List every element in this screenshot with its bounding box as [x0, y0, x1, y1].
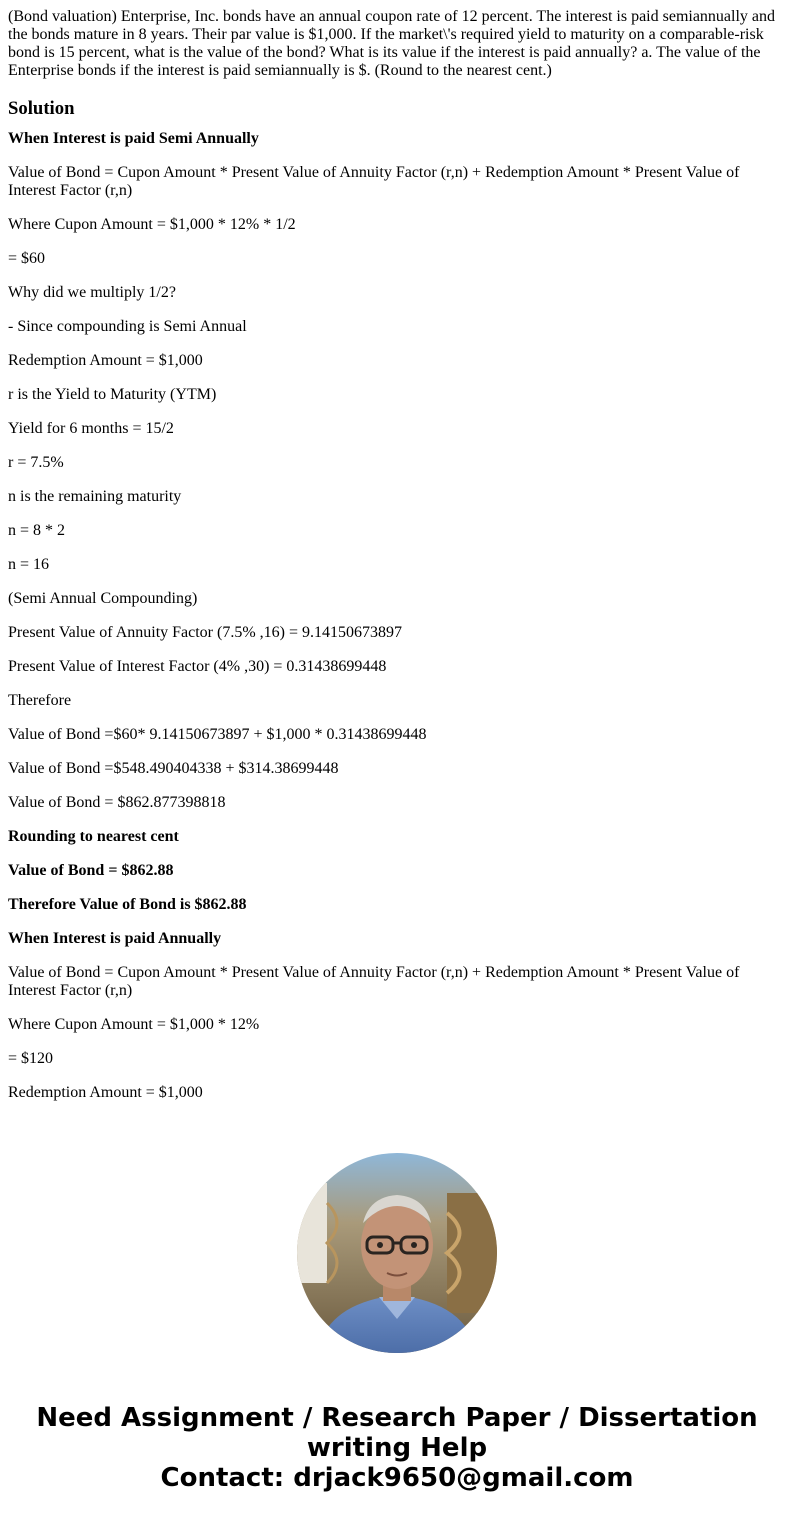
solution-line: Therefore Value of Bond is $862.88 [8, 896, 247, 913]
solution-line: When Interest is paid Semi Annually [8, 130, 259, 147]
footer-contact: Contact: drjack9650@gmail.com [160, 1463, 634, 1493]
solution-line: Therefore [8, 692, 72, 709]
solution-line: Rounding to nearest cent [8, 828, 179, 845]
solution-line: Present Value of Annuity Factor (7.5% ,16) = 9.14150673897 [8, 624, 403, 641]
solution-line: Why did we multiply 1/2? [8, 284, 176, 301]
solution-line: Value of Bond = $862.88 [8, 862, 174, 879]
solution-line: Value of Bond = Cupon Amount * Present Value of Annuity Factor (r,n) + Redemption Amount * Present Value of Interest Factor (r,n) [8, 964, 740, 999]
solution-line: Where Cupon Amount = $1,000 * 12% [8, 1016, 260, 1033]
solution-line: = $60 [8, 250, 46, 267]
footer-line-2: writing Help [306, 1433, 488, 1463]
solution-line: Where Cupon Amount = $1,000 * 12% * 1/2 [8, 216, 296, 233]
solution-line: When Interest is paid Annually [8, 930, 222, 947]
solution-line: n = 8 * 2 [8, 522, 66, 539]
solution-heading: Solution [8, 98, 75, 119]
question-text: (Bond valuation) Enterprise, Inc. bonds have an annual coupon rate of 12 percent. The interest is paid semiannually and the bonds mature in 8 years. Their par value is $1,000. If the market\'s required yield to maturity on a comparable-risk bond is 15 percent, what is the value of the bond? What is its value if the interest is paid annually? a. The value of the Enterprise bonds if the interest is paid semiannually is $. (Round to the nearest cent.) [8, 8, 776, 79]
author-photo [297, 1153, 497, 1353]
solution-body [8, 130, 786, 1102]
solution-line: = $120 [8, 1050, 54, 1067]
solution-line: Value of Bond =$60* 9.14150673897 + $1,000 * 0.31438699448 [8, 726, 427, 743]
solution-line: n = 16 [8, 556, 50, 573]
solution-line: Value of Bond =$548.490404338 + $314.38699448 [8, 760, 339, 777]
solution-line: n is the remaining maturity [8, 488, 182, 505]
solution-line: Value of Bond = $862.877398818 [8, 794, 226, 811]
solution-line: r is the Yield to Maturity (YTM) [8, 386, 217, 403]
solution-line: r = 7.5% [8, 454, 64, 471]
solution-line: Value of Bond = Cupon Amount * Present Value of Annuity Factor (r,n) + Redemption Amount * Present Value of Interest Factor (r,n) [8, 164, 740, 199]
solution-line: Present Value of Interest Factor (4% ,30) = 0.31438699448 [8, 658, 387, 675]
solution-line: - Since compounding is Semi Annual [8, 318, 247, 335]
solution-line: (Semi Annual Compounding) [8, 590, 198, 607]
solution-line: Redemption Amount = $1,000 [8, 1084, 203, 1101]
solution-line: Yield for 6 months = 15/2 [8, 420, 174, 437]
solution-line: Redemption Amount = $1,000 [8, 352, 203, 369]
footer-banner [0, 1403, 794, 1493]
author-photo-image [297, 1153, 497, 1353]
footer-line-1: Need Assignment / Research Paper / Dissertation [36, 1403, 758, 1433]
